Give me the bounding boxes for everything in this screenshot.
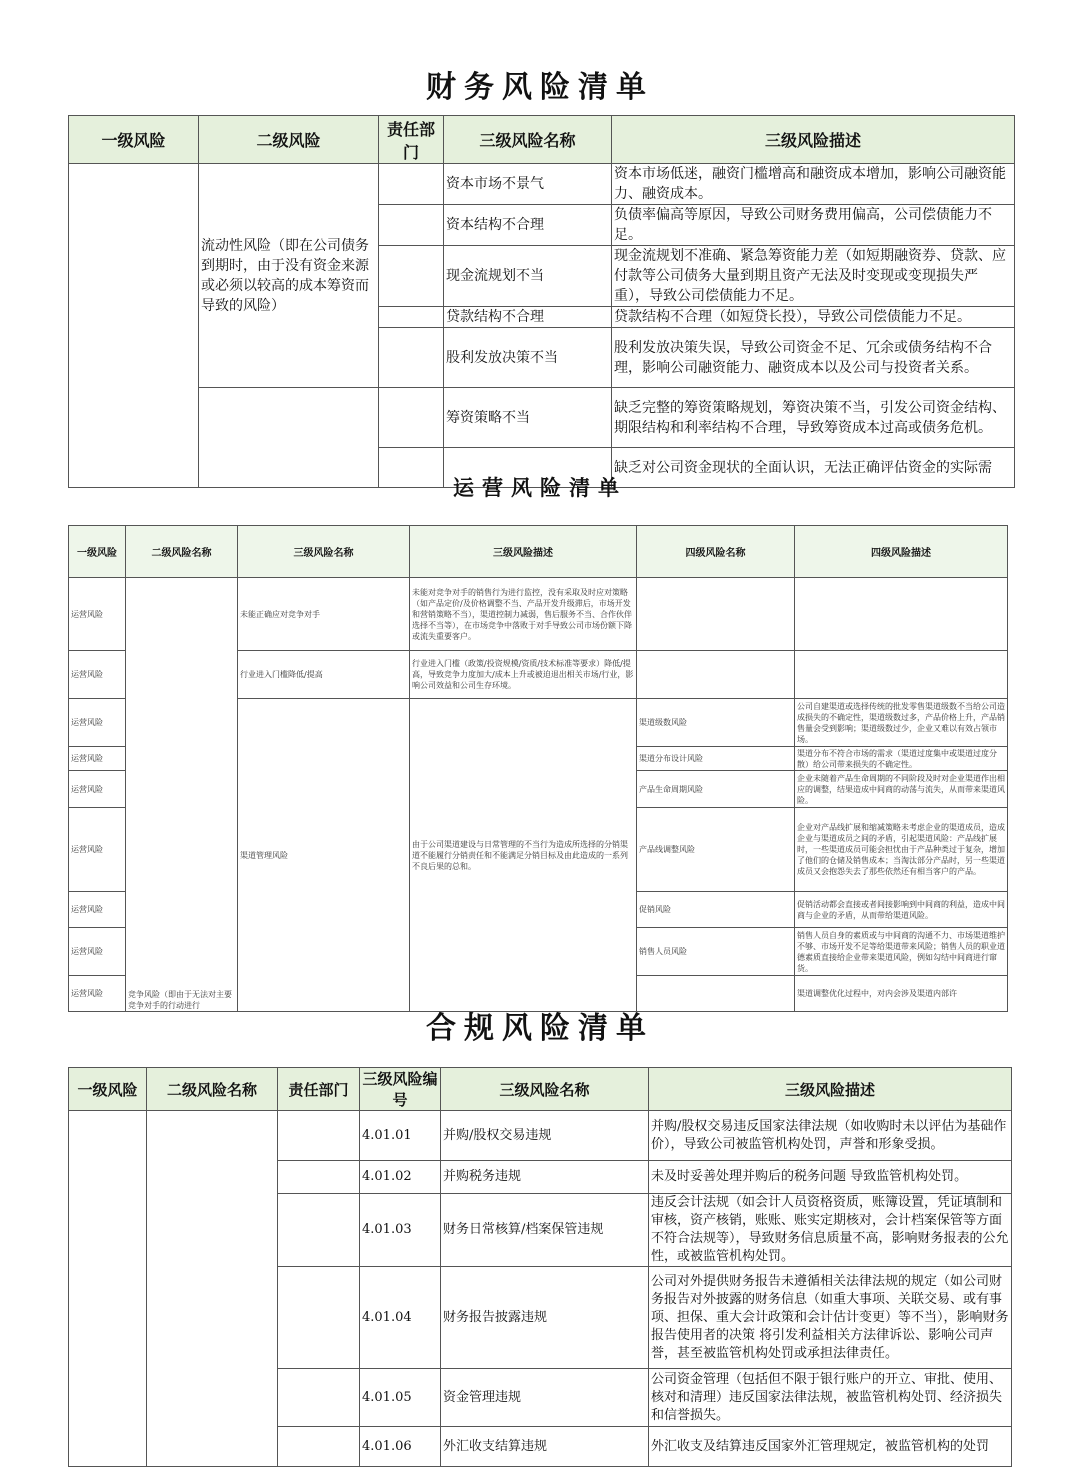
l3-code: 4.01.05: [360, 1369, 441, 1427]
level2-cell: [147, 1111, 278, 1467]
l3-name: 并购税务违规: [441, 1161, 649, 1194]
l3-name: 贷款结构不合理: [444, 307, 612, 328]
l3-desc: 行业进入门槛（政策/投资规模/资质/技术标准等要求）降低/提高，导致竞争力度加大/成本上升或被迫退出相关市场/行业，影响公司效益和公司生存环境。: [410, 651, 637, 699]
l4-name: 产品线调整风险: [637, 808, 795, 892]
l3-name: 行业进入门槛降低/提高: [238, 651, 410, 699]
l3-name: 财务日常核算/档案保管违规: [441, 1194, 649, 1267]
l4-name: 促销风险: [637, 892, 795, 928]
level1-cell: 运营风险: [69, 651, 126, 699]
finance-table-panel: [68, 115, 1014, 476]
col-header-l4-desc: 四级风险描述: [795, 526, 1008, 578]
l3-name: 并购/股权交易违规: [441, 1111, 649, 1161]
table-row: [69, 578, 1008, 651]
compliance-table-panel: [68, 1067, 1011, 1454]
l3-desc: 违反会计法规（如会计人员资格资质，账簿设置，凭证填制和审核，资产核销，账账、账实定期核对，会计档案保管等方面不符合法规等），导致财务信息质量不高，影响财务报表的公允性，或被监管机构处罚。: [649, 1194, 1012, 1267]
level1-cell: 运营风险: [69, 808, 126, 892]
level1-cell: 运营风险: [69, 578, 126, 651]
l3-desc: 由于公司渠道建设与日常管理的不当行为造成所选择的分销渠道不能履行分销责任和不能满足分销目标及由此造成的一系列不良后果的总和。: [410, 699, 637, 1012]
finance-table: [68, 115, 1015, 488]
operations-title: 运营风险清单: [453, 476, 627, 500]
col-header-level1: 一级风险: [69, 1068, 147, 1111]
l3-code: 4.01.03: [360, 1194, 441, 1267]
l4-name: 渠道分布设计风险: [637, 747, 795, 771]
col-header-l3-name: 三级风险名称: [238, 526, 410, 578]
l4-desc: 促销活动都会直接或者间接影响到中间商的利益，造成中间商与企业的矛盾，从而带给渠道风险。: [795, 892, 1008, 928]
l3-name: 现金流规划不当: [444, 246, 612, 307]
l3-desc: 现金流规划不准确、紧急筹资能力差（如短期融资券、贷款、应付款等公司债务大量到期且资产无法及时变现或变现损失严重），导致公司偿债能力不足。: [612, 246, 1015, 307]
col-header-l3-desc: 三级风险描述: [649, 1068, 1012, 1111]
l4-name: 渠道级数风险: [637, 699, 795, 747]
compliance-title: 合规风险清单: [426, 1011, 654, 1046]
l4-name: 销售人员风险: [637, 928, 795, 976]
level2-competition: 竞争风险（即由于无法对主要竞争对手的行动进行: [126, 578, 238, 1012]
col-header-level2: 二级风险: [199, 116, 379, 164]
l3-desc: 公司对外提供财务报告未遵循相关法律法规的规定（如公司财务报告对外披露的财务信息（如重大事项、关联交易、或有事项、担保、重大会计政策和会计估计变更）等不当），影响财务报告使用者的决策 将引发利益相关方法律诉讼、影响公司声誉，甚至被监管机构处罚或承担法律责任。: [649, 1267, 1012, 1369]
col-header-dept: 责任部门: [379, 116, 444, 164]
l3-desc: 公司资金管理（包括但不限于银行账户的开立、审批、使用、核对和清理）违反国家法律法规，被监管机构处罚、经济损失和信誉损失。: [649, 1369, 1012, 1427]
l3-desc: 贷款结构不合理（如短贷长投），导致公司偿债能力不足。: [612, 307, 1015, 328]
l3-name: 资本市场不景气: [444, 164, 612, 205]
l3-name: 资本结构不合理: [444, 205, 612, 246]
l3-desc: 并购/股权交易违反国家法律法规（如收购时未以评估为基础作价），导致公司被监管机构处罚，声誉和形象受损。: [649, 1111, 1012, 1161]
col-header-level1: 一级风险: [69, 116, 199, 164]
l3-name: 财务报告披露违规: [441, 1267, 649, 1369]
l3-code: 4.01.04: [360, 1267, 441, 1369]
level1-cell: 运营风险: [69, 747, 126, 771]
l3-desc: 资本市场低迷，融资门槛增高和融资成本增加，影响公司融资能力、融资成本。: [612, 164, 1015, 205]
l4-desc: 企业未随着产品生命周期的不同阶段及时对企业渠道作出相应的调整，结果造成中间商的动荡与流失，从而带来渠道风险。: [795, 771, 1008, 808]
l3-name: 筹资策略不当: [444, 388, 612, 448]
level2-liquidity: 流动性风险（即在公司债务到期时，由于没有资金来源或必须以较高的成本筹资而导致的风险）: [199, 164, 379, 388]
l3-desc: 未能对竞争对手的销售行为进行监控，没有采取及时应对策略（如产品定价/及价格调整不当、产品开发升级滞后，市场开发和营销策略不当），渠道控制力减弱，售后服务不当、合作伙伴选择不当等），在市场竞争中落败于对手导致公司市场份额下降或流失重要客户。: [410, 578, 637, 651]
l4-desc: 企业对产品线扩展和缩减策略未考虑企业的渠道成员，造成企业与渠道成员之间的矛盾，引起渠道风险：产品线扩展时，一些渠道成员可能会担忧由于产品种类过于复杂，增加了他们的仓储及销售成本；当淘汰部分产品时，另一些渠道成员又会抱怨失去了那些依然还有相当客户的产品。: [795, 808, 1008, 892]
l4-desc: 渠道分布不符合市场的需求（渠道过度集中或渠道过度分散）给公司带来损失的不确定性。: [795, 747, 1008, 771]
level1-cell: 运营风险: [69, 771, 126, 808]
col-header-l3-code: 三级风险编号: [360, 1068, 441, 1111]
l3-desc: 缺乏完整的筹资策略规划，筹资决策不当，引发公司资金结构、期限结构和利率结构不合理，导致筹资成本过高或债务危机。: [612, 388, 1015, 448]
level1-cell: 运营风险: [69, 976, 126, 1012]
operations-table: [68, 525, 1008, 1012]
l4-name: 产品生命周期风险: [637, 771, 795, 808]
l3-desc: 未及时妥善处理并购后的税务问题 导致监管机构处罚。: [649, 1161, 1012, 1194]
l3-name: 未能正确应对竞争对手: [238, 578, 410, 651]
table-row: [69, 164, 1015, 205]
l3-code: 4.01.02: [360, 1161, 441, 1194]
finance-title: 财务风险清单: [426, 70, 654, 105]
l3-code: 4.01.01: [360, 1111, 441, 1161]
col-header-level2: 二级风险名称: [147, 1068, 278, 1111]
col-header-l3-name: 三级风险名称: [441, 1068, 649, 1111]
level1-cell: 运营风险: [69, 892, 126, 928]
l3-desc: 缺乏对公司资金现状的全面认识，无法正确评估资金的实际需: [612, 448, 1015, 488]
l3-name: 渠道管理风险: [238, 699, 410, 1012]
l4-desc: 渠道调整优化过程中，对内会涉及渠道内部许: [795, 976, 1008, 1012]
l3-code: 4.01.06: [360, 1427, 441, 1467]
col-header-l3-desc: 三级风险描述: [612, 116, 1015, 164]
l3-name: 股利发放决策不当: [444, 328, 612, 388]
l4-desc: 销售人员自身的素质或与中间商的沟通不力、市场渠道维护不够、市场开发不足等给渠道带来风险；销售人员的职业道德素质直接给企业带来渠道风险，例如勾结中间商进行窜货。: [795, 928, 1008, 976]
level1-cell: [69, 164, 199, 488]
table-row: [69, 1111, 1012, 1161]
col-header-l3-desc: 三级风险描述: [410, 526, 637, 578]
col-header-l3-name: 三级风险名称: [444, 116, 612, 164]
level1-cell: [69, 1111, 147, 1467]
compliance-table: [68, 1067, 1012, 1467]
l3-desc: 负债率偏高等原因，导致公司财务费用偏高，公司偿债能力不足。: [612, 205, 1015, 246]
col-header-level1: 一级风险: [69, 526, 126, 578]
l3-desc: 外汇收支及结算违反国家外汇管理规定，被监管机构的处罚: [649, 1427, 1012, 1467]
l4-desc: 公司自建渠道或选择传统的批发零售渠道级数不当给公司造成损失的不确定性，渠道级数过多，产品价格上升，产品销售量会受到影响；渠道级数过少，企业又难以有效占领市场。: [795, 699, 1008, 747]
l3-name: 外汇收支结算违规: [441, 1427, 649, 1467]
col-header-level2: 二级风险名称: [126, 526, 238, 578]
l3-desc: 股利发放决策失误，导致公司资金不足、冗余或债务结构不合理，影响公司融资能力、融资成本以及公司与投资者关系。: [612, 328, 1015, 388]
col-header-l4-name: 四级风险名称: [637, 526, 795, 578]
level1-cell: 运营风险: [69, 699, 126, 747]
table-row: [69, 388, 1015, 448]
operations-table-panel: [68, 525, 1007, 1010]
l3-name: 资金管理违规: [441, 1369, 649, 1427]
level1-cell: 运营风险: [69, 928, 126, 976]
col-header-dept: 责任部门: [278, 1068, 360, 1111]
